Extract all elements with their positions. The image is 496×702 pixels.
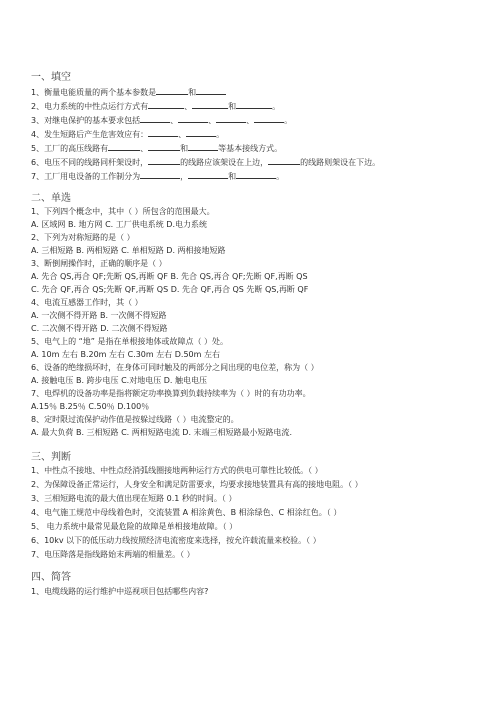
fill-question-4 xyxy=(31,128,224,140)
fill-question-7 xyxy=(31,170,284,182)
choice-line: 7、电焊机的设备功率是指将额定功率换算到负载持续率为（ ）时的有功功率。 xyxy=(31,389,311,398)
q-text: 2、电力系统的中性点运行方式有 xyxy=(31,102,149,111)
choice-line: A. 接触电压 B. 跨步电压 C.对地电压 D. 触电电压 xyxy=(31,376,207,385)
judge-line: 2、为保障设备正常运行，人身安全和满足防雷要求，均要求接地装置具有高的接地电阻。（ ） xyxy=(31,480,363,489)
choice-line: C. 二次侧不得开路 D. 二次侧不得短路 xyxy=(31,324,168,333)
answer-blank xyxy=(236,100,272,109)
judge-line: 5、 电力系统中最常见最危险的故障是单相接地故障。（ ） xyxy=(31,522,238,531)
choice-line: 4、电流互感器工作时，其（ ） xyxy=(31,298,143,307)
q-text: 4、发生短路后产生危害效应有： xyxy=(31,130,149,139)
judge-line: 7、电压降落是指线路始末两端的相量差。（ ） xyxy=(31,550,195,559)
answer-blank xyxy=(188,170,228,179)
answer-blank xyxy=(192,100,228,109)
choice-line: 3、断倒闸操作时，正确的顺序是（ ） xyxy=(31,259,167,268)
q-text: 。 xyxy=(272,102,281,111)
q-text: 、 xyxy=(246,116,255,125)
fill-question-5 xyxy=(31,142,282,154)
q-text: 、 xyxy=(140,144,149,153)
q-text: 和 xyxy=(228,102,237,111)
choice-line: A. 先合 QS,再合 QF;先断 QS,再断 QF B. 先合 QS,再合 QF;先断 QF,再断 QS xyxy=(31,272,308,281)
answer-blank xyxy=(108,142,140,151)
answer-blank xyxy=(178,114,208,123)
q-text: 、 xyxy=(184,102,193,111)
q-text: 、 xyxy=(208,116,217,125)
short-answer-line: 1、电缆线路的运行维护中巡视项目包括哪些内容? xyxy=(31,587,209,596)
answer-blank xyxy=(140,170,180,179)
q-text: 、 xyxy=(178,130,187,139)
fill-question-6 xyxy=(31,156,380,168)
answer-blank xyxy=(236,170,276,179)
q-text: 和 xyxy=(228,172,237,181)
fill-question-1 xyxy=(31,86,226,98)
q-text: 、 xyxy=(170,116,179,125)
q-text: 。 xyxy=(276,172,285,181)
answer-blank xyxy=(148,156,180,165)
section-heading-choice: 二、单选 xyxy=(31,193,71,204)
q-text: 3、对继电保护的基本要求包括 xyxy=(31,116,141,125)
judge-line: 3、三相短路电流的最大值出现在短路 0.1 秒的时间。（ ） xyxy=(31,494,237,503)
q-text: 。 xyxy=(284,116,293,125)
q-text: 1、衡量电能质量的两个基本参数是 xyxy=(31,88,157,97)
choice-line: A. 三相短路 B. 两相短路 C. 单相短路 D. 两相接地短路 xyxy=(31,246,226,255)
judge-line: 6、10kv 以下的低压动力线按照经济电流密度来选择，按允许载流量来校验。（ ） xyxy=(31,536,321,545)
q-text: 和 xyxy=(188,88,197,97)
choice-line: 1、下列四个概念中，其中（ ）所包含的范围最大。 xyxy=(31,207,215,216)
q-text: 和 xyxy=(180,144,189,153)
q-text: 7、工厂用电设备的工作制分为 xyxy=(31,172,141,181)
section-heading-fill: 一、填空 xyxy=(31,72,71,83)
q-text: 5、工厂的高压线路有 xyxy=(31,144,109,153)
choice-line: A. 最大负荷 B. 三相短路 C. 两相短路电流 D. 末端三相短路最小短路电流. xyxy=(31,428,293,437)
choice-line: A. 区域网 B. 地方网 C. 工厂供电系统 D.电力系统 xyxy=(31,220,207,229)
answer-blank xyxy=(148,100,184,109)
choice-line: A. 一次侧不得开路 B. 一次侧不得短路 xyxy=(31,311,167,320)
answer-blank xyxy=(148,128,178,137)
answer-blank xyxy=(216,114,246,123)
section-heading-judge: 三、判断 xyxy=(31,452,71,463)
answer-blank xyxy=(188,142,218,151)
judge-line: 1、中性点不接地、中性点经消弧线圈接地两种运行方式的供电可靠性比较低。（ ） xyxy=(31,466,323,475)
answer-blank xyxy=(186,128,216,137)
choice-line: A.15％ B.25％ C.50％ D.100％ xyxy=(31,402,150,411)
fill-question-3 xyxy=(31,114,292,126)
answer-blank xyxy=(196,86,226,95)
answer-blank xyxy=(254,114,284,123)
q-text: 等基本接线方式。 xyxy=(218,144,283,153)
answer-blank xyxy=(148,142,180,151)
q-text: ， xyxy=(180,172,189,181)
fill-question-2 xyxy=(31,100,280,112)
choice-line: C. 先合 QF,再合 QS;先断 QF,再断 QS D. 先合 QF,再合 QS 先断 QS,再断 QF xyxy=(31,285,309,294)
q-text: 。 xyxy=(216,130,225,139)
answer-blank xyxy=(140,114,170,123)
judge-line: 4、电气施工规范中母线着色时，交流装置 A 相涂黄色、B 相涂绿色、C 相涂红色。（ ） xyxy=(31,508,342,517)
section-heading-short: 四、简答 xyxy=(31,572,71,583)
q-text: 的线路则架设在下边。 xyxy=(300,158,381,167)
answer-blank xyxy=(268,156,300,165)
answer-blank xyxy=(156,86,188,95)
choice-line: 8、定时限过流保护动作值是按躲过线路（ ）电流整定的。 xyxy=(31,415,239,424)
q-text: 的线路应该架设在上边， xyxy=(180,158,269,167)
choice-line: A. 10m 左右 B.20m 左右 C.30m 左右 D.50m 左右 xyxy=(31,350,220,359)
choice-line: 5、电气上的 “地” 是指在单根接地体或故障点（ ）处。 xyxy=(31,337,229,346)
q-text: 6、电压不同的线路同杆架设时， xyxy=(31,158,149,167)
choice-line: 2、下列为对称短路的是（ ） xyxy=(31,233,135,242)
choice-line: 6、设备的绝缘损坏时，在身体可同时触及的两部分之间出现的电位差，称为（ ） xyxy=(31,363,319,372)
